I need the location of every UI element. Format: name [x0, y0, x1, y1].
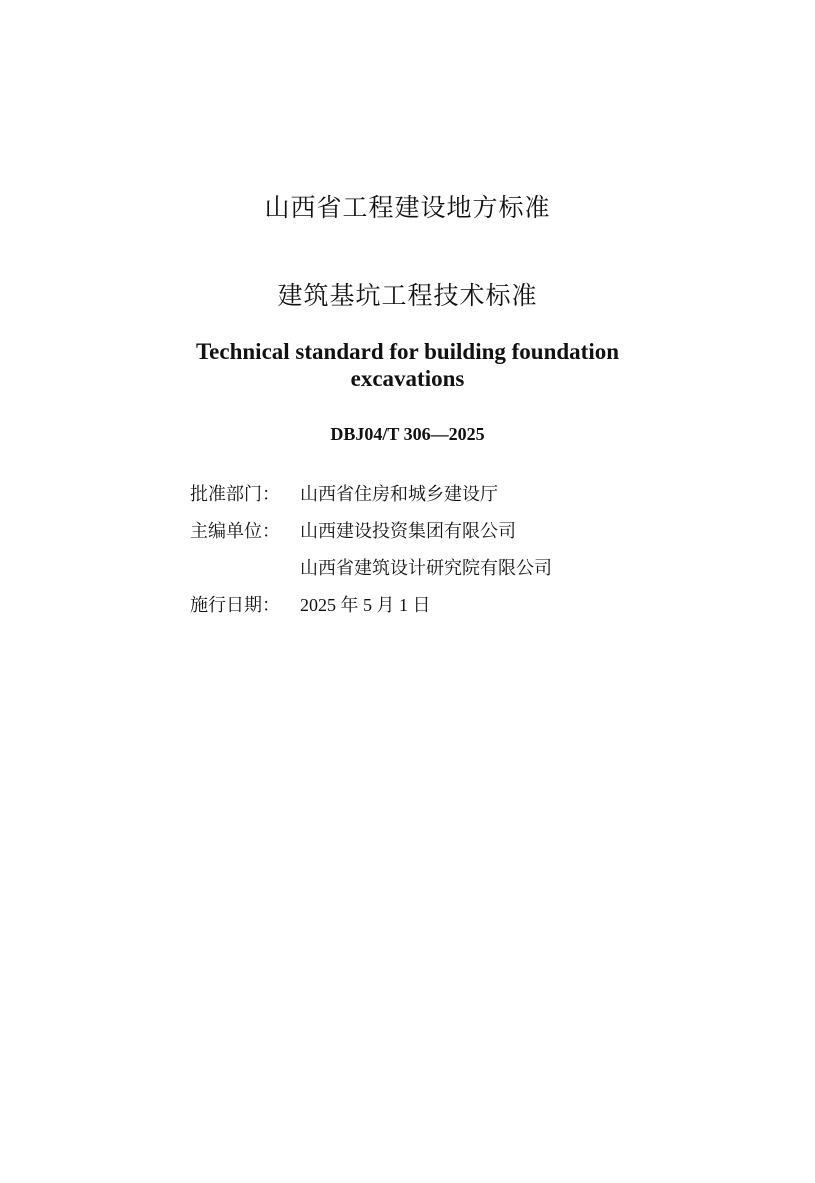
editor-value-1: 山西建设投资集团有限公司 — [300, 521, 516, 542]
approval-row — [190, 476, 552, 513]
editor-row-2 — [190, 550, 552, 587]
editor-row — [190, 513, 552, 550]
document-title-en-line1: Technical standard for building foundation — [195, 339, 620, 364]
series-title: 山西省工程建设地方标准 — [264, 193, 551, 222]
approval-value: 山西省住房和城乡建设厅 — [300, 484, 498, 505]
editor-label-spacer — [190, 550, 300, 587]
approval-label: 批准部门： — [190, 484, 280, 505]
document-title-en-line2: excavations — [350, 366, 465, 391]
date-row — [190, 587, 552, 624]
publication-info — [190, 476, 552, 624]
date-label: 施行日期： — [190, 595, 280, 616]
document-title-cn: 建筑基坑工程技术标准 — [277, 281, 538, 310]
date-value: 2025 年 5 月 1 日 — [300, 595, 431, 615]
editor-value-2: 山西省建筑设计研究院有限公司 — [300, 558, 552, 579]
document-title-en — [0, 338, 815, 392]
editor-label: 主编单位： — [190, 521, 280, 542]
standard-code: DBJ04/T 306—2025 — [330, 424, 485, 444]
